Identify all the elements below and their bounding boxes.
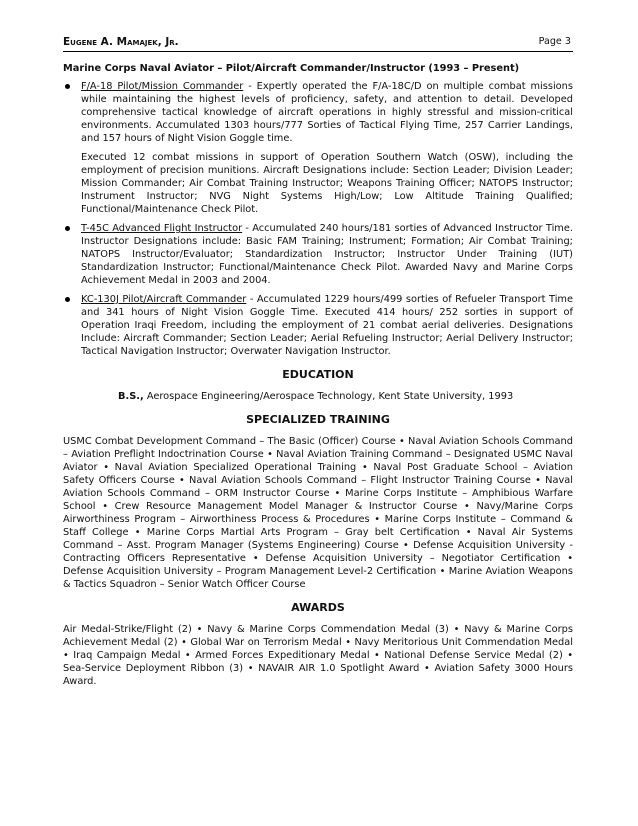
header-divider <box>63 51 573 52</box>
training-list: USMC Combat Development Command – The Basic (Officer) Course • Naval Aviation Schools Command – Aviation Preflight Indoctrination Course • Naval Aviation Training Command – Designated USMC Naval Aviator • Naval Aviation Specialized Operational Training • Naval Post Graduate School – Aviation Safety Officers Course • Naval Aviation Schools Command – Flight Instructor Training Course • Naval Aviation Schools Command – ORM Instructor Course • Marine Corps Institute – Amphibious Warfare School • Crew Resource Management Model Manager & Instructor Course • Navy/Marine Corps Airworthiness Program – Airworthiness Process & Procedures • Marine Corps Institute – Command & Staff College • Marine Corps Martial Arts Program – Gray belt Certification • Naval Air Systems Command – Asst. Program Manager (Systems Engineering) Course • Defense Acquisition University - Contracting Officers Representative • Defense Acquisition University – Negotiator Certification • Defense Acquisition University – Program Management Level-2 Certification • Marine Aviation Weapons & Tactics Squadron – Senior Watch Officer Course <box>63 436 573 590</box>
bullet-icon <box>65 226 70 231</box>
experience-item <box>63 80 573 145</box>
experience-role: F/A-18 Pilot/Mission Commander <box>81 81 244 92</box>
experience-item <box>63 293 573 358</box>
page-number: Page 3 <box>538 36 571 47</box>
experience-description: - Expertly operated the F/A-18C/D on multiple combat missions while maintaining the highest levels of proficiency, safety, and attention to detail. Developed comprehensive tactical knowledge of aircraft operations in highly stressful and mission-critical environments. Accumulated 1303 hours/777 Sorties of Tactical Flying Time, 257 Carrier Landings, and 157 hours of Night Vision Goggle time. <box>81 81 573 144</box>
degree-detail: Aerospace Engineering/Aerospace Technology, Kent State University, 1993 <box>143 391 514 402</box>
bullet-icon <box>65 84 70 89</box>
experience-role: KC-130J Pilot/Aircraft Commander <box>81 294 247 305</box>
training-heading: SPECIALIZED TRAINING <box>246 413 390 426</box>
experience-sub-paragraph: Executed 12 combat missions in support of Operation Southern Watch (OSW), including the employment of precision munitions. Aircraft Designations include: Section Leader; Division Leader; Mission Commander; Air Combat Training Instructor; Weapons Training Officer; NATOPS Instructor; Instrument Instructor; NVG Night Systems High/Low; Low Altitude Training Qualified; Functional/Maintenance Check Pilot. <box>81 152 573 215</box>
education-heading: EDUCATION <box>282 368 354 381</box>
job-title: Marine Corps Naval Aviator – Pilot/Aircraft Commander/Instructor (1993 – Present) <box>63 63 520 74</box>
experience-item <box>63 222 573 287</box>
bullet-icon <box>65 297 70 302</box>
degree-label: B.S., <box>118 391 144 402</box>
author-name: Eugene A. Mamajek, Jr. <box>63 36 179 48</box>
experience-description: - Accumulated 240 hours/181 sorties of Advanced Instructor Time. Instructor Designations include: Basic FAM Training; Instrument; Formation; Air Combat Training; NATOPS Instructor/Evaluator; Standardization Instructor; Instructor Under Training (IUT) Standardization Instructor; Functional/Maintenance Check Pilot. Awarded Navy and Marine Corps Achievement Medal in 2003 and 2004. <box>81 223 573 286</box>
awards-heading: AWARDS <box>291 601 345 614</box>
experience-role: T-45C Advanced Flight Instructor <box>81 223 243 234</box>
experience-description: - Accumulated 1229 hours/499 sorties of Refueler Transport Time and 341 hours of Night Vision Goggle Time. Executed 414 hours/ 252 sorties in support of Operation Iraqi Freedom, including the employment of 21 combat aerial deliveries. Designations Include: Aircraft Commander; Section Leader; Aerial Refueling Instructor; Aerial Delivery Instructor; Tactical Navigation Instructor; Overwater Navigation Instructor. <box>81 294 573 357</box>
education-entry <box>63 390 573 403</box>
resume-content <box>63 62 573 692</box>
awards-list: Air Medal-Strike/Flight (2) • Navy & Marine Corps Commendation Medal (3) • Navy & Marine Corps Achievement Medal (2) • Global War on Terrorism Medal • Navy Meritorious Unit Commendation Medal • Iraq Campaign Medal • Armed Forces Expeditionary Medal • National Defense Service Medal (2) • Sea-Service Deployment Ribbon (3) • NAVAIR AIR 1.0 Spotlight Award • Aviation Safety 3000 Hours Award. <box>63 624 573 687</box>
page-header <box>63 36 573 49</box>
